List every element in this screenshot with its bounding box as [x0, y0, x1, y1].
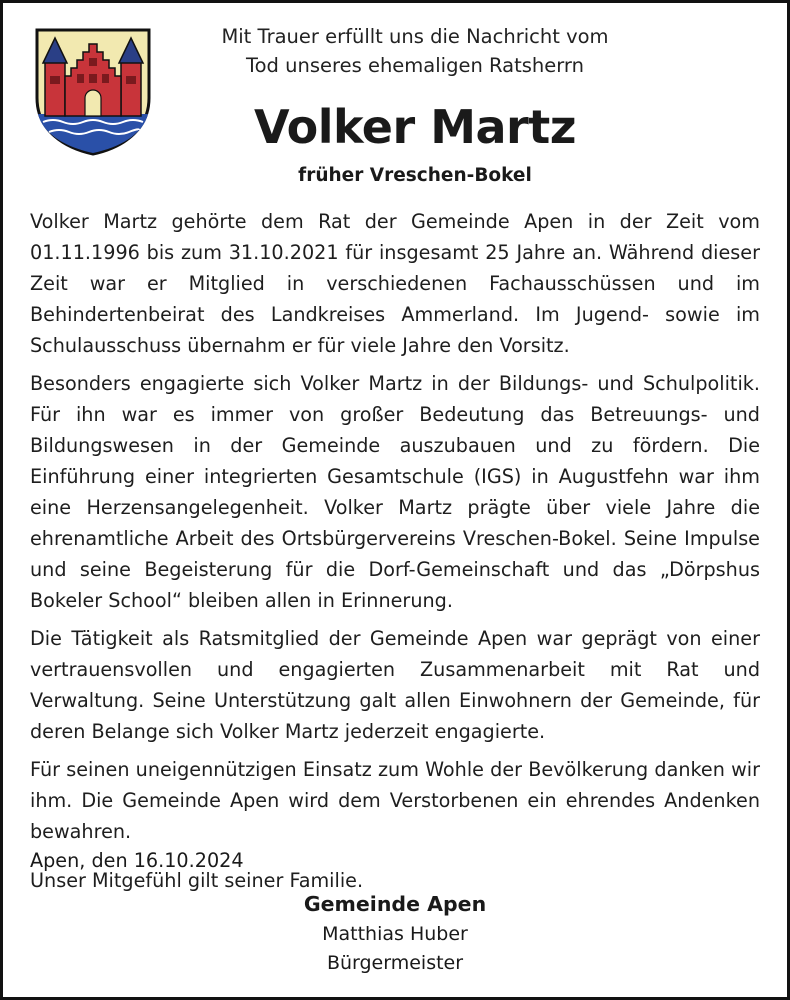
former-residence: früher Vreschen-Bokel	[298, 165, 532, 186]
deceased-name: Volker Martz	[254, 100, 576, 154]
paragraph-1: Volker Martz gehörte dem Rat der Gemeinde Apen in der Zeit vom 01.11.1996 bis zum 31.10.2021 für insgesamt 25 Jahre an. Während dieser Zeit war er Mitglied in verschiedenen Fachausschüssen und im Behindertenbeirat des Landkreises Ammerland. Im Jugend- sowie im Schulausschuss übernahm er für viele Jahre den Vorsitz.	[30, 210, 760, 357]
paragraph-4: Für seinen uneigennützigen Einsatz zum Wohle der Bevölkerung danken wir ihm. Die Gemeinde Apen wird dem Verstorbenen ein ehrendes Andenken bewahren.	[30, 758, 760, 843]
intro-text	[180, 22, 650, 80]
signature-block	[195, 888, 595, 978]
intro-line-2: Tod unseres ehemaligen Ratsherrn	[246, 54, 584, 77]
obituary-body	[30, 206, 760, 903]
paragraph-5: Unser Mitgefühl gilt seiner Familie.	[30, 869, 364, 892]
signer-organization: Gemeinde Apen	[303, 892, 487, 916]
paragraph-2: Besonders engagierte sich Volker Martz in der Bildungs- und Schulpolitik. Für ihn war es immer von großer Bedeutung das Betreuungs- und Bildungswesen in der Gemeinde auszubauen und zu fördern. Die Einführung einer integrierten Gesamtschule (IGS) in Augustfehn war ihm eine Herzensangelegenheit. Volker Martz prägte über viele Jahre die ehrenamtliche Arbeit des Ortsbürgervereins Vreschen-Bokel. Seine Impulse und seine Begeisterung für die Dorf-Gemeinschaft und das „Dörpshus Bokeler School“ bleiben allen in Erinnerung.	[30, 372, 760, 612]
place-date: Apen, den 16.10.2024	[30, 849, 244, 872]
signer-role: Bürgermeister	[326, 952, 464, 974]
intro-line-1: Mit Trauer erfüllt uns die Nachricht vom	[221, 25, 609, 48]
paragraph-3: Die Tätigkeit als Ratsmitglied der Gemeinde Apen war geprägt von einer vertrauensvollen und engagierten Zusammenarbeit mit Rat und Verwaltung. Seine Unterstützung galt allen Einwohnern der Gemeinde, für deren Belange sich Volker Martz jederzeit engagierte.	[30, 627, 760, 743]
signer-name: Matthias Huber	[322, 923, 468, 945]
